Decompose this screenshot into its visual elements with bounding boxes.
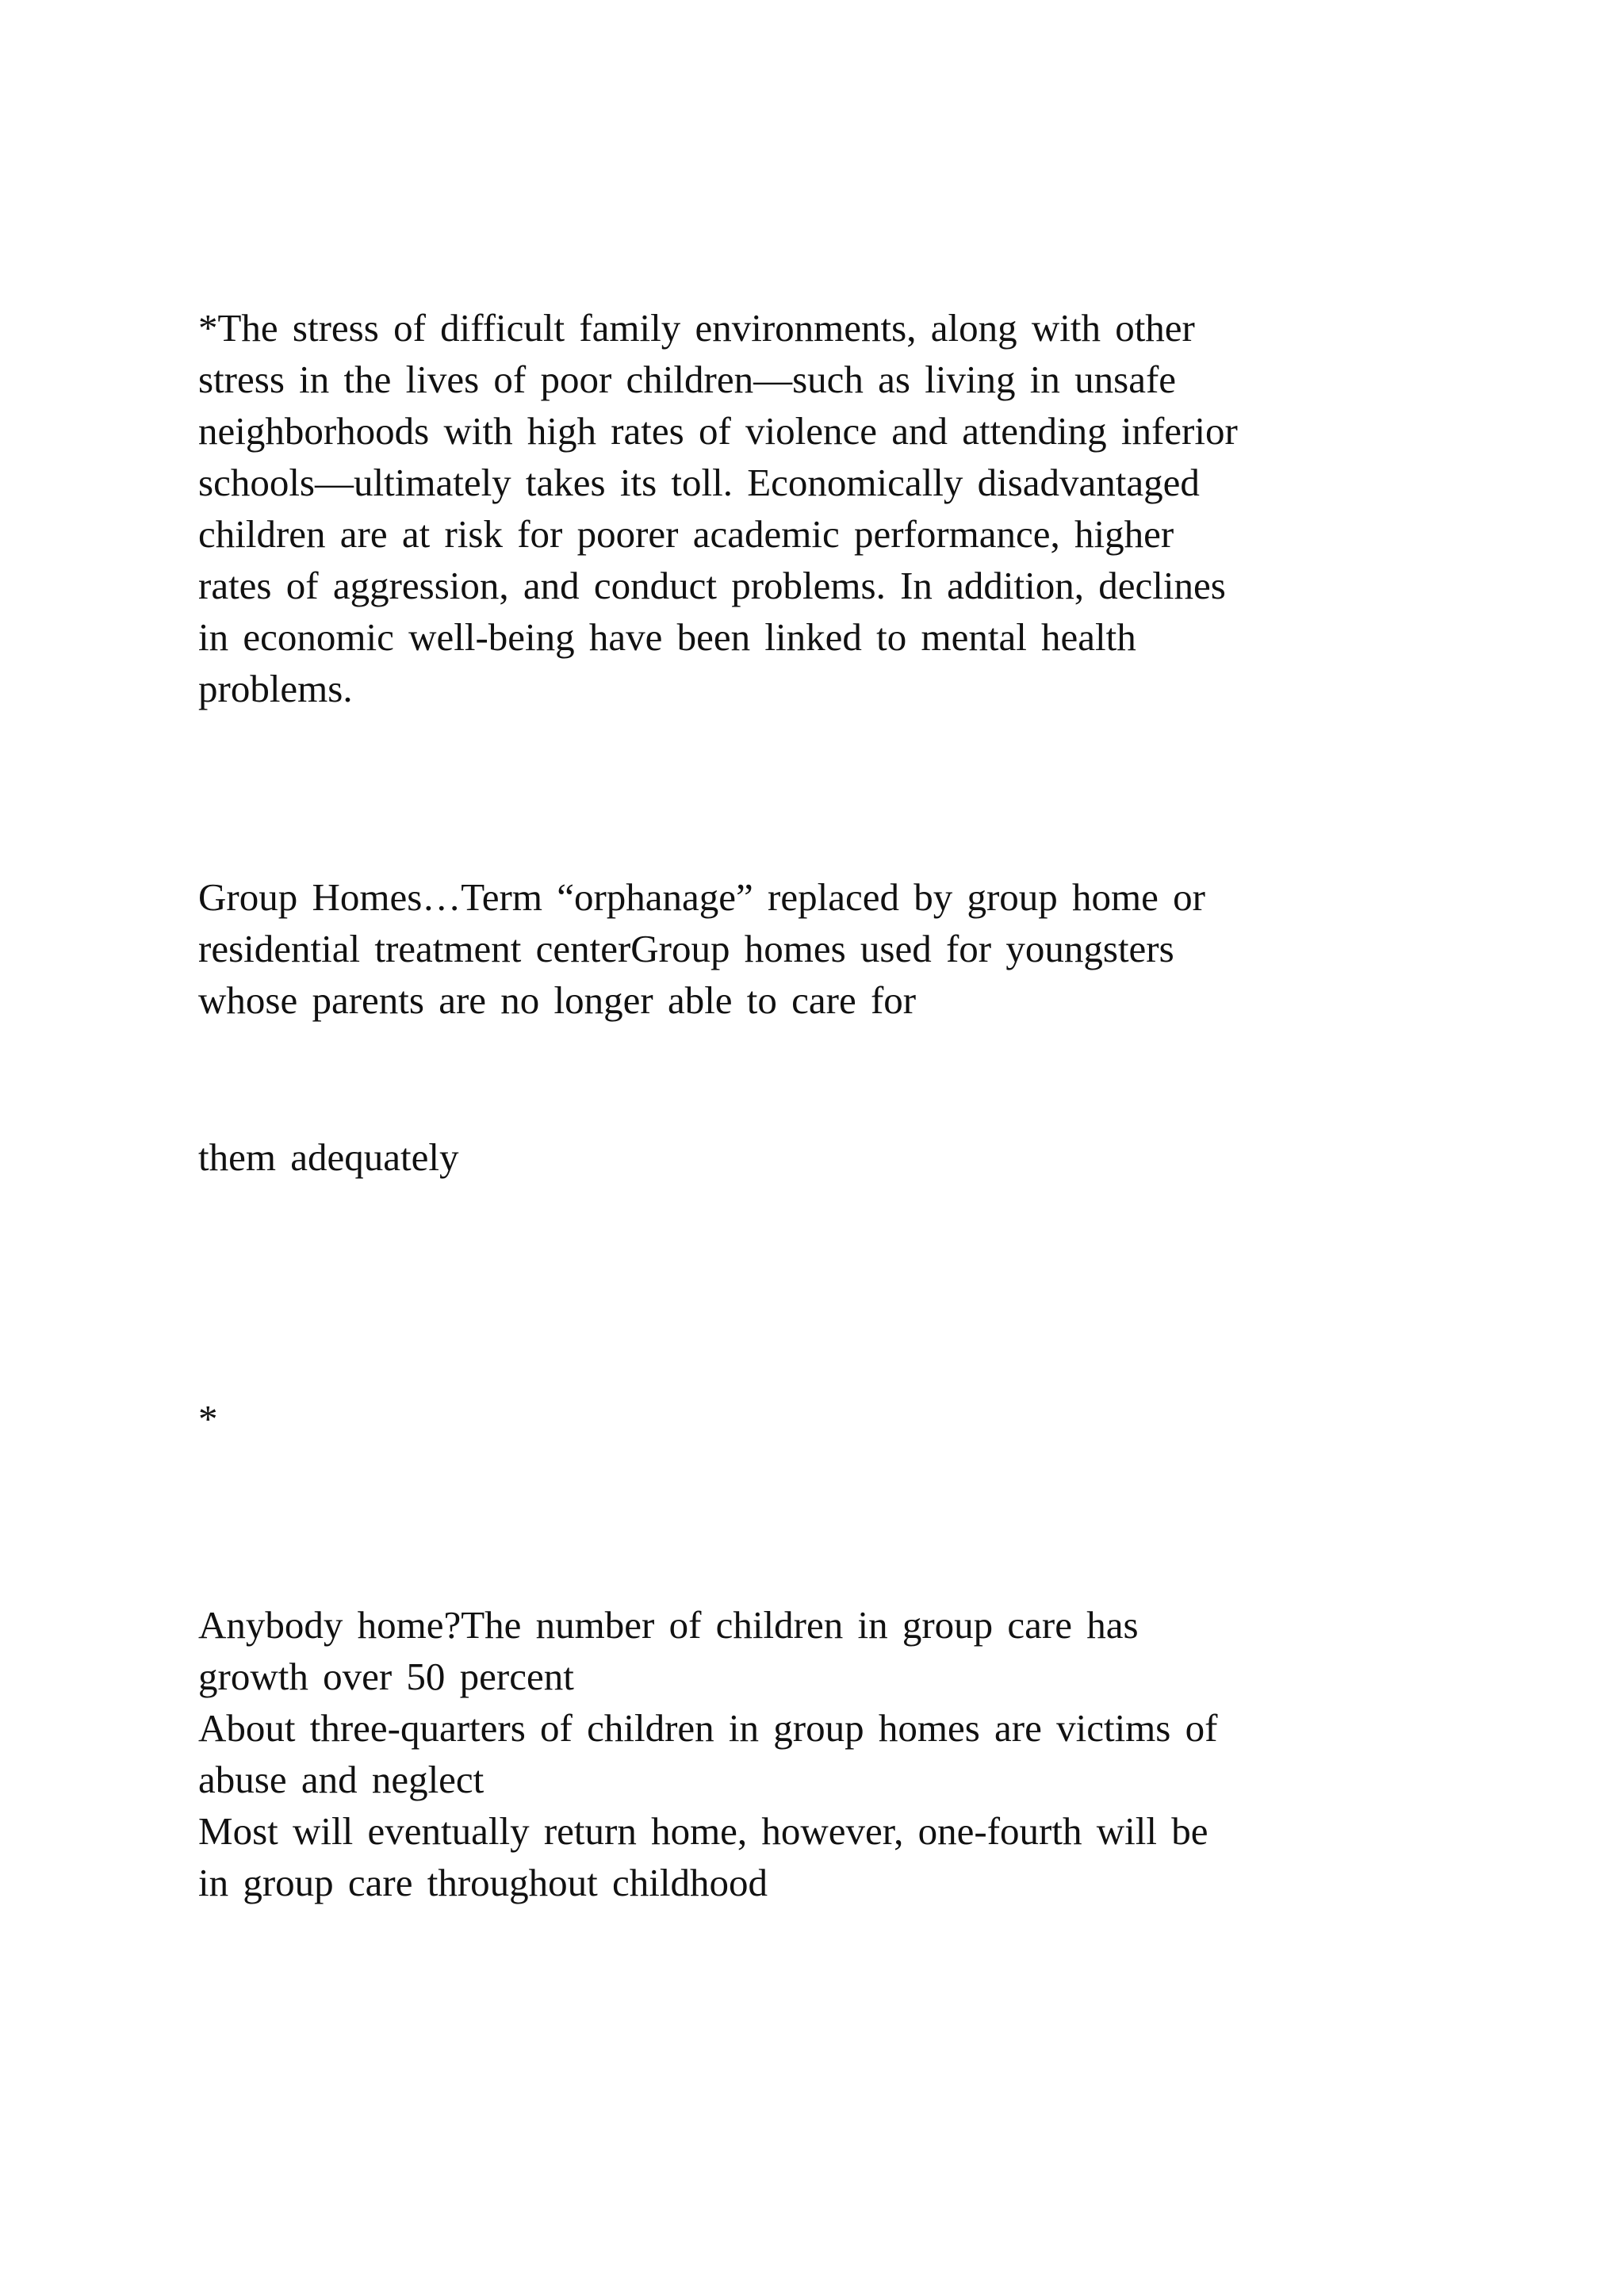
paragraph-line: stress in the lives of poor children—such as living in unsafe xyxy=(198,358,1177,401)
paragraph-line: growth over 50 percent xyxy=(198,1655,574,1698)
paragraph-line: abuse and neglect xyxy=(198,1758,485,1801)
paragraph-line: whose parents are no longer able to care for xyxy=(198,978,917,1022)
paragraph-line: in group care throughout childhood xyxy=(198,1861,768,1904)
paragraph-line: Anybody home?The number of children in group care has xyxy=(198,1603,1139,1647)
paragraph-line: Most will eventually return home, however, one-fourth will be xyxy=(198,1809,1208,1853)
asterisk-separator: * xyxy=(198,1397,218,1441)
paragraph-line: children are at risk for poorer academic performance, higher xyxy=(198,512,1174,556)
paragraph-line: About three-quarters of children in group homes are victims of xyxy=(198,1706,1218,1750)
paragraph-line: rates of aggression, and conduct problems. In addition, declines xyxy=(198,564,1226,607)
paragraph-line: in economic well-being have been linked to mental health xyxy=(198,615,1136,659)
paragraph-line: schools—ultimately takes its toll. Economically disadvantaged xyxy=(198,461,1200,504)
paragraph-line: neighborhoods with high rates of violence and attending inferior xyxy=(198,409,1238,453)
paragraph-line: Group Homes…Term “orphanage” replaced by group home or xyxy=(198,875,1205,919)
paragraph-line: *The stress of difficult family environments, along with other xyxy=(198,306,1195,350)
paragraph-line: problems. xyxy=(198,667,353,710)
paragraph-them-adequately: them adequately xyxy=(198,1135,459,1179)
paragraph-line: residential treatment centerGroup homes used for youngsters xyxy=(198,927,1174,970)
